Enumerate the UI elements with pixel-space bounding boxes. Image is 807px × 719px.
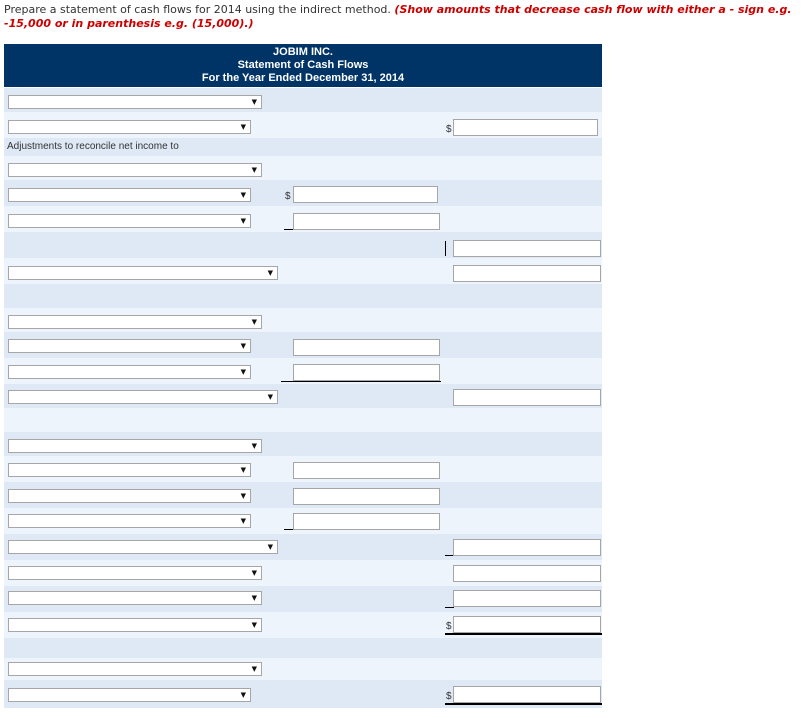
line-item-select[interactable]: [8, 688, 251, 702]
chevron-down-icon: ▼: [240, 466, 246, 474]
line-item-select[interactable]: [8, 339, 251, 353]
dollar-sign: $: [446, 691, 452, 702]
line-item-select[interactable]: [8, 365, 251, 379]
double-underline: [445, 633, 602, 635]
chevron-down-icon: ▼: [240, 517, 246, 525]
statement-title: Statement of Cash Flows: [237, 59, 369, 71]
statement-row: [4, 284, 602, 308]
amount-input[interactable]: [453, 240, 601, 257]
amount-input[interactable]: [293, 213, 440, 230]
subtotal-underline: [284, 229, 293, 230]
line-item-select[interactable]: [8, 566, 262, 580]
line-item-select[interactable]: [8, 540, 278, 554]
chevron-down-icon: ▼: [267, 393, 273, 401]
adjustments-label: Adjustments to reconcile net income to: [7, 141, 179, 152]
instructions-emphasis: (Show amounts that decrease cash flow with either a - sign e.g. -15,000 or in parenthesis e.g. (15,000).): [4, 3, 792, 30]
subtotal-underline: [445, 607, 454, 608]
subtotal-marker: [445, 241, 446, 256]
amount-input[interactable]: [293, 513, 440, 530]
line-item-select[interactable]: [8, 489, 251, 503]
chevron-down-icon: ▼: [240, 191, 246, 199]
amount-input[interactable]: [453, 686, 601, 703]
amount-input[interactable]: [453, 565, 601, 582]
chevron-down-icon: ▼: [251, 318, 257, 326]
chevron-down-icon: ▼: [240, 217, 246, 225]
instructions-text: Prepare a statement of cash flows for 2014 using the indirect method.: [4, 3, 391, 16]
chevron-down-icon: ▼: [240, 368, 246, 376]
chevron-down-icon: ▼: [267, 543, 273, 551]
dollar-sign: $: [285, 191, 291, 202]
chevron-down-icon: ▼: [240, 342, 246, 350]
statement-row: [4, 638, 602, 658]
line-item-select[interactable]: [8, 120, 251, 134]
amount-input[interactable]: [293, 488, 440, 505]
chevron-down-icon: ▼: [240, 123, 246, 131]
line-item-select[interactable]: [8, 315, 262, 329]
line-item-select[interactable]: [8, 618, 262, 632]
amount-input[interactable]: [293, 186, 438, 203]
line-item-select[interactable]: [8, 188, 251, 202]
chevron-down-icon: ▼: [251, 665, 257, 673]
chevron-down-icon: ▼: [251, 594, 257, 602]
line-item-select[interactable]: [8, 390, 278, 404]
dollar-sign: $: [446, 621, 452, 632]
chevron-down-icon: ▼: [251, 98, 257, 106]
amount-input[interactable]: [453, 616, 601, 633]
company-name: JOBIM INC.: [273, 46, 333, 58]
chevron-down-icon: ▼: [251, 442, 257, 450]
statement-period: For the Year Ended December 31, 2014: [201, 72, 405, 84]
amount-input[interactable]: [293, 364, 440, 381]
amount-input[interactable]: [453, 119, 598, 136]
statement-header: [4, 44, 602, 87]
line-item-select[interactable]: [8, 163, 262, 177]
line-item-select[interactable]: [8, 214, 251, 228]
line-item-select[interactable]: [8, 463, 251, 477]
amount-input[interactable]: [293, 339, 440, 356]
line-item-select[interactable]: [8, 266, 278, 280]
chevron-down-icon: ▼: [251, 166, 257, 174]
amount-input[interactable]: [453, 539, 601, 556]
chevron-down-icon: ▼: [240, 691, 246, 699]
chevron-down-icon: ▼: [240, 492, 246, 500]
statement-row: [4, 408, 602, 432]
chevron-down-icon: ▼: [267, 269, 273, 277]
dollar-sign: $: [446, 124, 452, 135]
line-item-select[interactable]: [8, 95, 262, 109]
chevron-down-icon: ▼: [251, 621, 257, 629]
line-item-select[interactable]: [8, 591, 262, 605]
line-item-select[interactable]: [8, 439, 262, 453]
amount-input[interactable]: [453, 389, 601, 406]
amount-input[interactable]: [453, 590, 601, 607]
amount-input[interactable]: [453, 265, 601, 282]
double-underline: [445, 703, 602, 705]
line-item-select[interactable]: [8, 662, 262, 676]
amount-input[interactable]: [293, 462, 440, 479]
instructions: [4, 3, 804, 31]
subtotal-underline: [281, 381, 441, 382]
subtotal-underline: [284, 529, 293, 530]
chevron-down-icon: ▼: [251, 569, 257, 577]
line-item-select[interactable]: [8, 514, 251, 528]
